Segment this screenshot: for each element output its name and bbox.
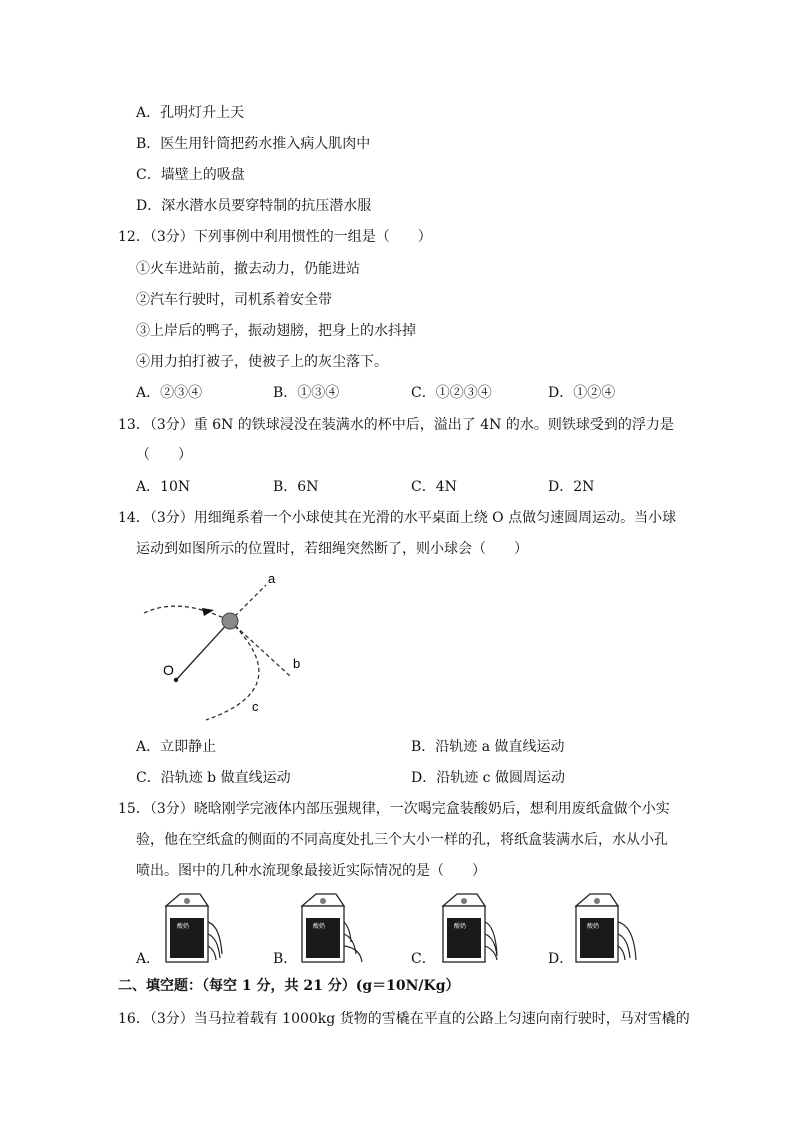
q11-option-d: D．深水潜水员要穿特制的抗压潜水服: [136, 198, 372, 214]
q15-option-b: B．: [273, 951, 298, 967]
q14-circular-path-upper: [144, 606, 230, 621]
q12-item-1: ①火车进站前，撤去动力，仍能进站: [136, 261, 360, 277]
q14-label-b: b: [293, 656, 301, 671]
q14-label-c: c: [252, 699, 259, 714]
q15-stem-cont-2: 喷出。图中的几种水流现象最接近实际情况的是（ ）: [136, 863, 486, 879]
q13-option-d: D．2N: [548, 479, 595, 495]
q15-stem: 15．（3分）晓晗刚学完液体内部压强规律，一次喝完盒装酸奶后，想利用废纸盒做个小实: [118, 801, 670, 817]
q12-option-a: A．②③④: [136, 385, 203, 401]
q12-item-3: ③上岸后的鸭子，振动翅膀，把身上的水抖掉: [136, 323, 416, 339]
q14-option-b: B．沿轨迹 a 做直线运动: [411, 739, 565, 755]
q11-option-a: A．孔明灯升上天: [136, 105, 245, 121]
q13-option-a: A．10N: [136, 479, 191, 495]
q13-stem: 13．（3分）重 6N 的铁球浸没在装满水的杯中后，溢出了 4N 的水。则铁球受到的浮力是: [118, 417, 674, 433]
q15-carton-b: [296, 892, 366, 968]
q11-option-b: B．医生用针筒把药水推入病人肌肉中: [136, 136, 371, 152]
q15-carton-d-label: 酸奶: [587, 923, 600, 930]
q15-option-d: D．: [548, 951, 574, 967]
q14-label-a: a: [268, 571, 276, 586]
q14-ball: [222, 613, 238, 629]
q12-item-4: ④用力拍打被子，使被子上的灰尘落下。: [136, 354, 388, 370]
q15-carton-c: [437, 892, 507, 968]
q14-circular-path-lower: [206, 621, 259, 720]
q13-stem-cont: （ ）: [136, 447, 192, 463]
q16-stem: 16．（3分）当马拉着载有 1000kg 货物的雪橇在平直的公路上匀速向南行驶时，马对雪橇的: [118, 1011, 690, 1027]
q14-center-point: [174, 678, 178, 682]
q14-option-a: A．立即静止: [136, 739, 217, 755]
q15-carton-a: [160, 892, 230, 968]
q14-direction-arrow-icon: [202, 608, 214, 616]
q14-figure: [130, 568, 320, 733]
q11-option-c: C．墙壁上的吸盘: [136, 167, 245, 183]
q12-option-b: B．①③④: [273, 385, 340, 401]
q12-stem: 12．（3分）下列事例中利用惯性的一组是（ ）: [118, 229, 432, 245]
q14-trajectory-b: [230, 621, 290, 676]
q13-option-c: C．4N: [411, 479, 457, 495]
q14-label-o: O: [163, 662, 174, 678]
q15-carton-d: [570, 892, 640, 968]
q15-carton-b-label: 酸奶: [313, 923, 326, 930]
q14-option-d: D．沿轨迹 c 做圆周运动: [411, 770, 565, 786]
q12-option-d: D．①②④: [548, 385, 616, 401]
q14-string: [176, 621, 230, 680]
q15-carton-a-label: 酸奶: [177, 923, 190, 930]
section-2-title: 二、填空题：（每空 1 分，共 21 分）(g＝10N/Kg）: [118, 978, 460, 994]
q15-stem-cont-1: 验，他在空纸盒的侧面的不同高度处扎三个大小一样的孔，将纸盒装满水后，水从小孔: [136, 832, 668, 848]
q12-option-c: C．①②③④: [411, 385, 492, 401]
q13-option-b: B．6N: [273, 479, 319, 495]
q12-item-2: ②汽车行驶时，司机系着安全带: [136, 292, 332, 308]
q14-stem-cont: 运动到如图所示的位置时，若细绳突然断了，则小球会（ ）: [136, 541, 528, 557]
q14-option-c: C．沿轨迹 b 做直线运动: [136, 770, 291, 786]
q14-stem: 14．（3分）用细绳系着一个小球使其在光滑的水平桌面上绕 O 点做匀速圆周运动。当小球: [118, 510, 677, 526]
q15-option-a: A．: [136, 951, 161, 967]
q15-option-c: C．: [411, 951, 436, 967]
q15-carton-c-label: 酸奶: [454, 923, 467, 930]
